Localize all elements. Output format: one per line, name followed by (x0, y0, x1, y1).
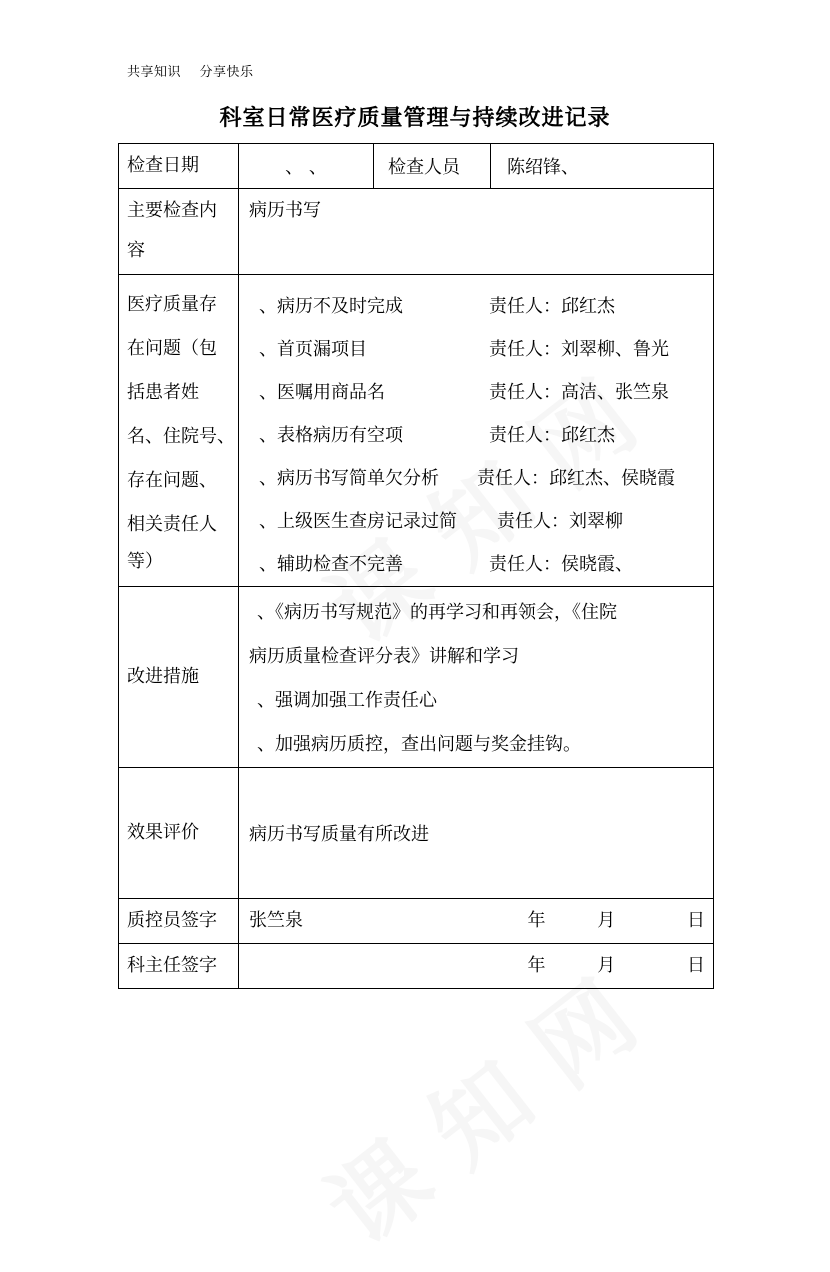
row-improvement (119, 587, 714, 768)
main-content-label-line2: 容 (127, 240, 145, 261)
evaluation-label: 效果评价 (119, 768, 239, 899)
inspection-date-value: 、 、 (239, 144, 374, 189)
row-director-signature (119, 944, 714, 989)
issues-label-line: 在问题（包 (127, 338, 217, 359)
quality-issues-list (239, 275, 714, 587)
main-content-value: 病历书写 (239, 189, 714, 275)
year-label: 年 (527, 955, 546, 976)
issue-text: 、病历不及时完成 (259, 296, 403, 317)
issue-item (255, 457, 713, 500)
issues-label-line: 存在问题、 (127, 470, 217, 491)
row-qc-signature (119, 899, 714, 944)
document-title: 科室日常医疗质量管理与持续改进记录 (219, 106, 611, 131)
watermark (295, 945, 659, 1271)
improvement-line: 、《病历书写规范》的再学习和再领会，《住院 (257, 602, 617, 623)
improvement-line: 、强调加强工作责任心 (257, 690, 437, 711)
row-inspection-date (119, 144, 714, 189)
director-signature-cell (239, 944, 714, 989)
director-signature-label: 科主任签字 (119, 944, 239, 989)
inspector-label: 检查人员 (374, 144, 491, 189)
inspector-value: 陈绍锋、 (491, 144, 714, 189)
row-evaluation (119, 768, 714, 899)
issue-text: 、首页漏项目 (259, 339, 367, 360)
improvement-line: 病历质量检查评分表》讲解和学习 (249, 646, 519, 667)
issue-responsible: 责任人：高洁、张竺泉 (489, 382, 669, 403)
issue-item (255, 414, 713, 457)
issue-responsible: 责任人：邱红杰 (489, 296, 615, 317)
improvement-label: 改进措施 (119, 587, 239, 768)
issue-text: 、病历书写简单欠分析 (259, 468, 439, 489)
quality-issues-label (119, 275, 239, 587)
issue-responsible: 责任人：刘翠柳、鲁光 (489, 339, 669, 360)
header-note: 共享知识 分享快乐 (127, 65, 254, 80)
month-label: 月 (597, 955, 616, 976)
issue-item (255, 543, 713, 586)
inspection-date-label: 检查日期 (119, 144, 239, 189)
month-label: 月 (597, 910, 616, 931)
issue-text: 、上级医生查房记录过简 (259, 511, 457, 532)
issues-label-line: 等） (127, 551, 163, 572)
director-signature-date (504, 945, 705, 987)
qc-signature-cell (239, 899, 714, 944)
row-quality-issues (119, 275, 714, 587)
issue-item (255, 285, 713, 328)
issue-text: 、辅助检查不完善 (259, 554, 403, 575)
evaluation-value: 病历书写质量有所改进 (239, 768, 714, 899)
improvement-line: 、加强病历质控，查出问题与奖金挂钩。 (257, 734, 581, 755)
main-content-label-line1: 主要检查内 (127, 200, 217, 221)
issues-label-line: 医疗质量存 (127, 294, 217, 315)
issue-item (255, 328, 713, 371)
improvement-content (239, 587, 714, 768)
issues-label-line: 名、住院号、 (127, 426, 235, 447)
year-label: 年 (527, 910, 546, 931)
issue-text: 、医嘱用商品名 (259, 382, 385, 403)
issue-text: 、表格病历有空项 (259, 425, 403, 446)
day-label: 日 (687, 955, 705, 976)
qc-signature-label: 质控员签字 (119, 899, 239, 944)
issue-responsible: 责任人：刘翠柳 (497, 511, 623, 532)
qc-signature-date (504, 900, 705, 942)
main-content-label (119, 189, 239, 275)
day-label: 日 (687, 910, 705, 931)
issue-responsible: 责任人：邱红杰 (489, 425, 615, 446)
quality-record-table (118, 143, 714, 989)
row-main-content (119, 189, 714, 275)
issue-responsible: 责任人：邱红杰、侯晓霞 (477, 468, 675, 489)
issue-responsible: 责任人：侯晓霞、 (489, 554, 633, 575)
issue-item (255, 500, 713, 543)
issue-item (255, 371, 713, 414)
issues-label-line: 相关责任人 (127, 514, 217, 535)
qc-signature-value: 张竺泉 (249, 910, 303, 931)
issues-label-line: 括患者姓 (127, 382, 199, 403)
